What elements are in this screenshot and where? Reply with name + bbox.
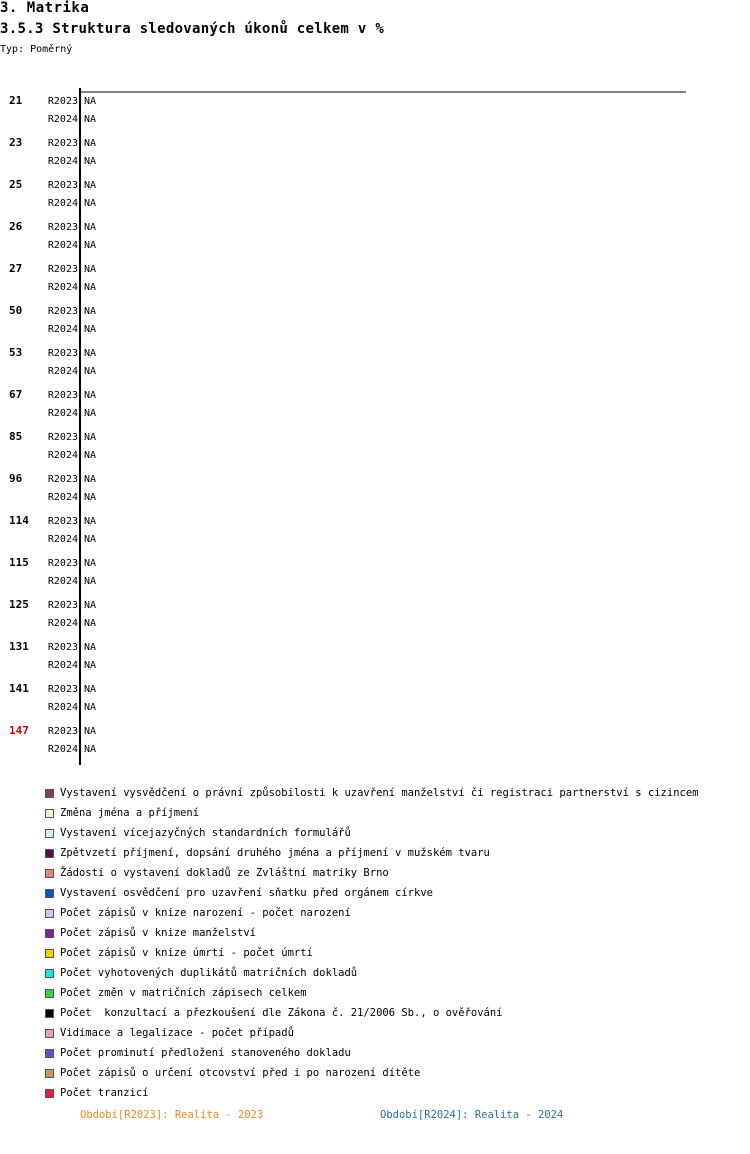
legend-label: Počet zápisů o určení otcovství před i po narození dítěte: [60, 1067, 421, 1079]
legend-label: Vystavení osvědčení pro uzavření sňatku před orgánem církve: [60, 887, 433, 899]
period-tick-label: R2023: [47, 306, 78, 317]
period-tick-label: R2023: [47, 474, 78, 485]
period-tick-label: R2024: [47, 282, 78, 293]
category-label: 131: [9, 640, 29, 653]
legend-label: Počet konzultací a přezkoušení dle Zákona č. 21/2006 Sb., o ověřování: [60, 1007, 503, 1019]
period-tick-label: R2023: [47, 264, 78, 275]
period-tick-label: R2024: [47, 534, 78, 545]
legend-swatch: [45, 809, 54, 818]
legend-entry: [45, 823, 698, 843]
period-tick-label: R2023: [47, 222, 78, 233]
value-label: NA: [84, 390, 97, 401]
legend-label: Počet změn v matričních zápisech celkem: [60, 987, 307, 999]
value-label: NA: [84, 282, 97, 293]
value-label: NA: [84, 558, 97, 569]
value-label: NA: [84, 408, 97, 419]
category-label: 147: [9, 724, 29, 737]
value-label: NA: [84, 618, 97, 629]
legend-entry: [45, 1003, 698, 1023]
value-label: NA: [84, 264, 97, 275]
period-tick-label: R2024: [47, 198, 78, 209]
value-label: NA: [84, 156, 97, 167]
legend-swatch: [45, 1069, 54, 1078]
legend-entry: [45, 1083, 698, 1103]
legend-swatch: [45, 1009, 54, 1018]
legend-label: Počet tranzicí: [60, 1087, 149, 1099]
period-tick-label: R2024: [47, 156, 78, 167]
legend-swatch: [45, 869, 54, 878]
value-label: NA: [84, 222, 97, 233]
legend-swatch: [45, 969, 54, 978]
legend-entry: [45, 883, 698, 903]
category-label: 53: [9, 346, 23, 359]
value-label: NA: [84, 114, 97, 125]
period-tick-label: R2024: [47, 576, 78, 587]
period-tick-label: R2023: [47, 684, 78, 695]
legend-label: Počet vyhotovených duplikátů matričních dokladů: [60, 967, 358, 979]
legend-label: Počet zápisů v knize manželství: [60, 927, 256, 939]
category-label: 115: [9, 556, 29, 569]
legend: [45, 783, 698, 1103]
legend-entry: [45, 803, 698, 823]
chart-area: [0, 80, 700, 770]
legend-entry: [45, 1023, 698, 1043]
legend-label: Vidimace a legalizace - počet případů: [60, 1027, 294, 1039]
category-label: 125: [9, 598, 29, 611]
value-label: NA: [84, 744, 97, 755]
period-tick-label: R2023: [47, 516, 78, 527]
period-tick-label: R2024: [47, 618, 78, 629]
chart-title: 3.5.3 Struktura sledovaných úkonů celkem v %: [0, 21, 385, 37]
period-tick-label: R2024: [47, 240, 78, 251]
value-label: NA: [84, 702, 97, 713]
legend-label: Změna jména a příjmení: [60, 807, 200, 819]
period-tick-label: R2023: [47, 726, 78, 737]
category-label: 67: [9, 388, 23, 401]
legend-label: Zpětvzetí příjmení, dopsání druhého jména a příjmení v mužském tvaru: [60, 847, 490, 859]
period-tick-label: R2023: [47, 180, 78, 191]
legend-entry: [45, 1063, 698, 1083]
legend-swatch: [45, 949, 54, 958]
value-label: NA: [84, 180, 97, 191]
period-tick-label: R2023: [47, 96, 78, 107]
value-label: NA: [84, 684, 97, 695]
legend-entry: [45, 963, 698, 983]
legend-entry: [45, 903, 698, 923]
period-tick-label: R2024: [47, 492, 78, 503]
category-label: 85: [9, 430, 23, 443]
period-tick-label: R2024: [47, 408, 78, 419]
value-label: NA: [84, 348, 97, 359]
value-label: NA: [84, 534, 97, 545]
period-tick-label: R2023: [47, 642, 78, 653]
section-title: 3. Matrika: [0, 0, 90, 16]
legend-entry: [45, 943, 698, 963]
value-label: NA: [84, 576, 97, 587]
period-tick-label: R2024: [47, 660, 78, 671]
legend-entry: [45, 1043, 698, 1063]
legend-label: Počet zápisů v knize úmrtí - počet úmrtí: [60, 947, 313, 959]
period-tick-label: R2023: [47, 558, 78, 569]
value-label: NA: [84, 660, 97, 671]
value-label: NA: [84, 240, 97, 251]
period-tick-label: R2024: [47, 114, 78, 125]
legend-entry: [45, 783, 698, 803]
value-label: NA: [84, 492, 97, 503]
period-tick-label: R2023: [47, 600, 78, 611]
value-label: NA: [84, 138, 97, 149]
legend-swatch: [45, 1049, 54, 1058]
legend-swatch: [45, 1089, 54, 1098]
value-label: NA: [84, 450, 97, 461]
legend-label: Vystavení vícejazyčných standardních formulářů: [60, 827, 351, 839]
period-tick-label: R2024: [47, 324, 78, 335]
legend-swatch: [45, 849, 54, 858]
legend-label: Počet zápisů v knize narození - počet narození: [60, 907, 351, 919]
period-tick-label: R2024: [47, 450, 78, 461]
period-tick-label: R2023: [47, 432, 78, 443]
category-label: 96: [9, 472, 23, 485]
value-label: NA: [84, 96, 97, 107]
legend-swatch: [45, 909, 54, 918]
category-label: 21: [9, 94, 23, 107]
category-label: 141: [9, 682, 29, 695]
category-label: 114: [9, 514, 29, 527]
category-label: 50: [9, 304, 23, 317]
period-label-r2023: Období[R2023]: Realita - 2023: [80, 1109, 264, 1121]
period-tick-label: R2023: [47, 348, 78, 359]
legend-swatch: [45, 829, 54, 838]
legend-swatch: [45, 1029, 54, 1038]
value-label: NA: [84, 432, 97, 443]
value-label: NA: [84, 600, 97, 611]
legend-swatch: [45, 889, 54, 898]
value-label: NA: [84, 516, 97, 527]
category-label: 25: [9, 178, 23, 191]
period-tick-label: R2023: [47, 138, 78, 149]
period-label-r2024: Období[R2024]: Realita - 2024: [380, 1109, 564, 1121]
value-label: NA: [84, 198, 97, 209]
legend-label: Vystavení vysvědčení o právní způsobilosti k uzavření manželství či registraci partnerství s cizincem: [60, 787, 699, 799]
value-label: NA: [84, 726, 97, 737]
value-label: NA: [84, 306, 97, 317]
period-tick-label: R2024: [47, 702, 78, 713]
period-tick-label: R2024: [47, 744, 78, 755]
value-label: NA: [84, 366, 97, 377]
value-label: NA: [84, 324, 97, 335]
legend-swatch: [45, 989, 54, 998]
legend-entry: [45, 923, 698, 943]
value-label: NA: [84, 642, 97, 653]
legend-swatch: [45, 929, 54, 938]
chart-type-label: Typ: Poměrný: [0, 44, 73, 55]
category-label: 26: [9, 220, 23, 233]
period-tick-label: R2024: [47, 366, 78, 377]
legend-label: Žádosti o vystavení dokladů ze Zvláštní matriky Brno: [60, 867, 389, 879]
legend-entry: [45, 863, 698, 883]
category-label: 27: [9, 262, 23, 275]
legend-entry: [45, 983, 698, 1003]
legend-swatch: [45, 789, 54, 798]
legend-label: Počet prominutí předložení stanoveného dokladu: [60, 1047, 351, 1059]
category-label: 23: [9, 136, 23, 149]
period-tick-label: R2023: [47, 390, 78, 401]
legend-entry: [45, 843, 698, 863]
value-label: NA: [84, 474, 97, 485]
